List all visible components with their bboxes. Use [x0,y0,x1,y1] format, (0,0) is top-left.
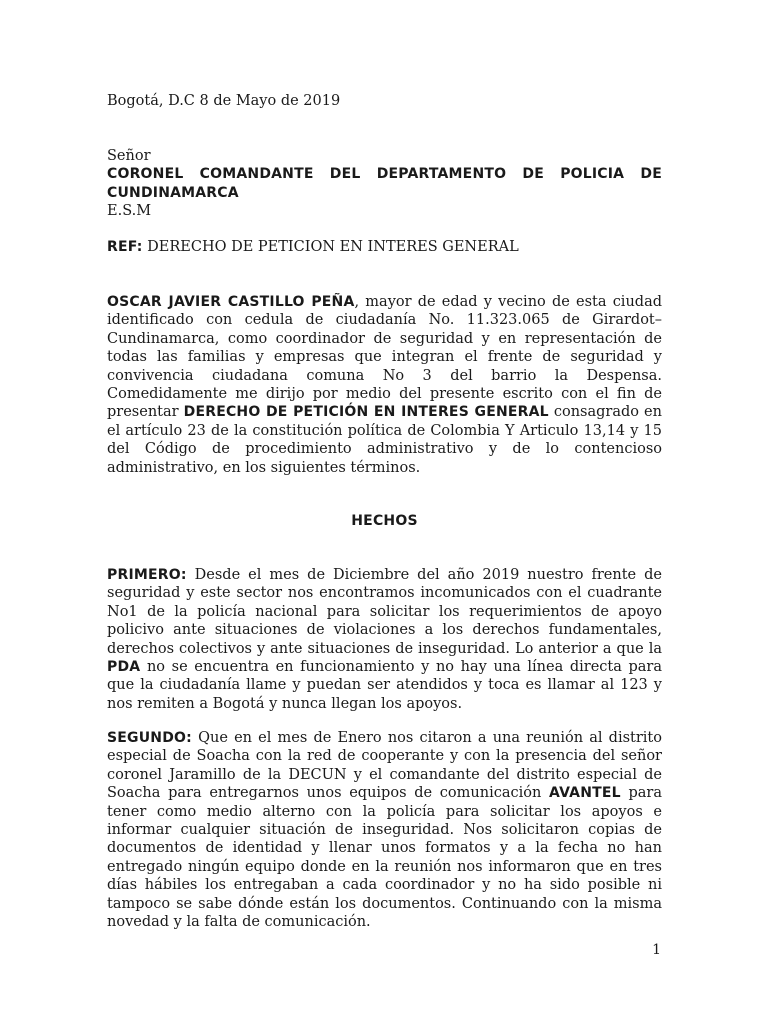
fact-segundo [107,729,662,931]
petitioner-name: OSCAR JAVIER CASTILLO PEÑA [107,294,355,310]
reference-text: DERECHO DE PETICION EN INTERES GENERAL [142,239,519,255]
fact-segundo-text-2: para tener como medio alterno con la policía para solicitar los apoyos e informar cualquier situación de inseguridad. Nos solicitaron copias de documentos de identidad y llenar unos formatos y a la fecha no han entregado ningún equipo donde en la reunión nos informaron que en tres días hábiles los entregaban a cada coordinador y no ha sido posible ni tampoco se sabe dónde están los documentos. Continuando con la misma novedad y la falta de comunicación. [107,785,662,931]
section-heading-hechos: HECHOS [351,513,418,529]
fact-primero-text-1: Desde el mes de Diciembre del año 2019 nuestro frente de seguridad y este sector nos encontramos incomunicados con el cuadrante No1 de la policía nacional para solicitar los requerimientos de apoyo policivo ante situaciones de violaciones a los derechos fundamentales, derechos colectivos y ante situaciones de inseguridad. Lo anterior a que la [107,567,662,657]
pda-term: PDA [107,659,141,676]
fact-primero-label: PRIMERO: [107,567,187,583]
fact-primero [107,566,662,713]
fact-primero-text-2: no se encuentra en funcionamiento y no hay una línea directa para que la ciudadanía llame y puedan ser atendidos y toca es llamar al 123 y nos remiten a Bogotá y nunca llegan los apoyos. [107,659,662,712]
fact-segundo-label: SEGUNDO: [107,730,192,746]
fact-segundo-text-1: Que en el mes de Enero nos citaron a una reunión al distrito especial de Soacha con la red de cooperante y con la presencia del señor coronel Jaramillo de la DECUN y el comandante del distrito especial de Soacha para entregarnos unos equipos de comunicación [107,730,662,802]
page-number: 1 [652,942,661,958]
letter-date: Bogotá, D.C 8 de Mayo de 2019 [107,93,341,109]
avantel-term: AVANTEL [549,785,621,802]
intro-text-1: , mayor de edad y vecino de esta ciudad identificado con cedula de ciudadanía No. 11.323.065 de Girardot– Cundinamarca, como coordinador de seguridad y en representación de todas las familias y empresas que integran el frente de seguridad y convivencia ciudadana comuna No 3 del barrio la Despensa. Comedidamente me dirijo por medio del presente escrito con el fin de presentar [107,294,662,421]
intro-text-2: consagrado en el artículo 23 de la constitución política de Colombia Y Articulo 13,14 y 15 del Código de procedimiento administrativo y de lo contencioso administrativo, en los siguientes términos. [107,404,662,476]
esm-abbreviation: E.S.M [107,203,152,219]
intro-paragraph [107,293,662,477]
recipient-title: CORONEL COMANDANTE DEL DEPARTAMENTO DE POLICIA DE CUNDINAMARCA [107,166,662,201]
petition-title: DERECHO DE PETICIÓN EN INTERES GENERAL [183,404,549,421]
reference-line [107,238,662,256]
reference-label: REF: [107,239,143,255]
salutation: Señor [107,148,151,164]
